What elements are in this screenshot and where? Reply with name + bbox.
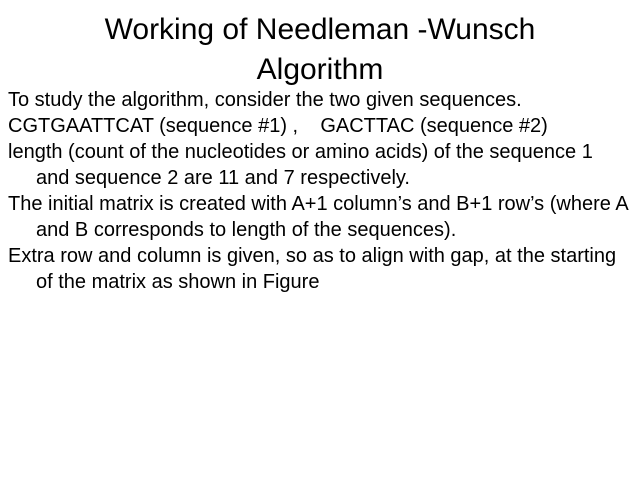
paragraph-intro: To study the algorithm, consider the two given sequences. xyxy=(8,89,522,111)
slide-title-line-2: Algorithm xyxy=(256,53,384,86)
paragraph-sequences: CGTGAATTCAT (sequence #1) , GACTTAC (sequence #2) xyxy=(8,115,548,137)
slide-title-line-1: Working of Needleman -Wunsch xyxy=(104,13,536,46)
slide-body xyxy=(8,87,628,295)
paragraph-lengths: length (count of the nucleotides or amino acids) of the sequence 1 and sequence 2 are 11 and 7 respectively. xyxy=(8,141,593,189)
slide-title xyxy=(60,10,580,90)
paragraph-initial-matrix: The initial matrix is created with A+1 column’s and B+1 row’s (where A and B corresponds to length of the sequences). xyxy=(8,193,628,241)
paragraph-extra-row-column: Extra row and column is given, so as to align with gap, at the starting of the matrix as shown in Figure xyxy=(8,245,617,293)
